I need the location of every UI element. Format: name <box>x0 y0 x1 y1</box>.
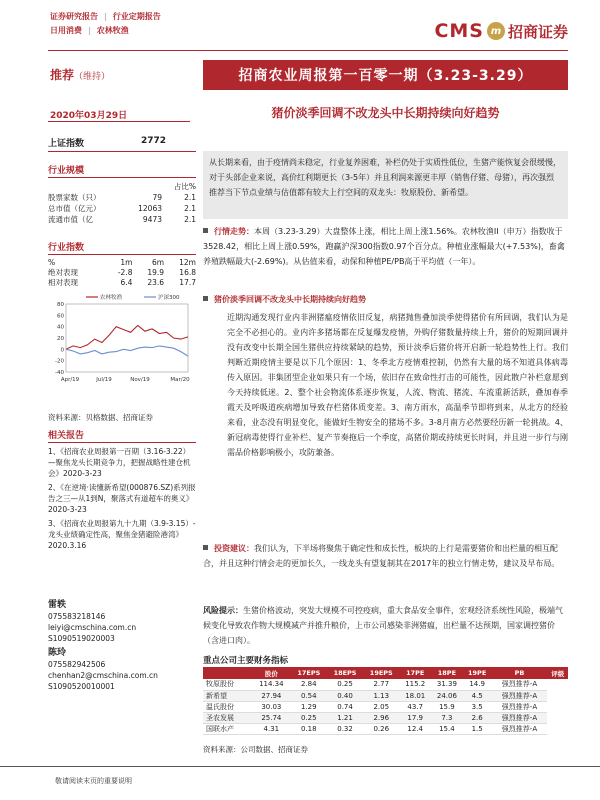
table-cell: 17.9 <box>399 712 431 723</box>
table-source: 资料来源：公司数据、招商证券 <box>203 745 308 754</box>
index-value: 17.7 <box>179 278 196 287</box>
scale-value: 12063 <box>138 204 162 213</box>
analyst-2 <box>48 648 196 692</box>
bullet-title: 投资建议： <box>214 544 254 553</box>
scale-label: 股票家数（只） <box>48 193 101 202</box>
related-report-item: 3、《招商农业周报第九十九期（3.9-3.15）-龙头业绩确定性高，聚焦金猪避险港湾》2020.3.16 <box>48 519 196 550</box>
rating-label: 推荐 <box>50 68 75 82</box>
table-cell: 4.31 <box>252 723 291 734</box>
bullet-hog-text: 近期沟通发现行业内非洲猪瘟疫情依旧反复，病猪抛售叠加淡季使得猪价有所回调，我们认为是完全不必担心的。业内许多猪场都在反复爆发疫情，外购仔猪数量持续上升，猪价的短期回调并没有改变中长期全国生猪供应持续紧缺的趋势，预计淡季后猪价将开启新一轮趋势性上行。我们判断近期疫情主要是以下几个原因：1、冬季北方疫情难控制，仍然有大量的场不知道具体病毒传入原因。非集团型企业如果只有一个场，依旧存在致命性打击的可能性，因此散户补栏意愿到今天持续低迷。2、整个社会物流体系逐步恢复，人流、物流、猪流、车流重新活跃，叠加春季霞天及呼吸道疾病增加导致存栏猪体质变差。3、南方雨水，高温季节即将到来，从北方的经验来看，业态没有明显变化，能做好生物安全的猪场不多。3-8月南方必然要经历新一轮挑战。4、新冠病毒使得行业补栏、复产节奏拖后一个季度，高猪价期或持续更长时间，并且进一步行与刚需品价格影响极小，攻防兼备。 <box>227 313 568 457</box>
scale-label: 流通市值（亿 <box>48 215 93 224</box>
table-cell: 0.18 <box>291 723 327 734</box>
category-3: 日用消费 <box>50 26 82 35</box>
analyst-email[interactable]: leiyi@cmschina.com.cn <box>48 623 137 632</box>
bullet-text: 我们认为，下半场将聚焦于确定性和成长性，板块的上行是需要猪价和出栏量的相互配合，并且这种行情会走的更加长久，一线龙头有望复制其在2017年的独立行情走势，建议及早布局。 <box>203 544 560 568</box>
fin-table-title: 重点公司主要财务指标 <box>203 656 289 666</box>
table-cell: 12.4 <box>399 723 431 734</box>
table-header-cell: 18PE <box>431 667 463 679</box>
table-cell: 18.01 <box>399 690 431 701</box>
table-cell: 强烈推荐-A <box>492 690 548 701</box>
table-cell: 强烈推荐-A <box>492 701 548 712</box>
index-close-value: 2772 <box>140 136 166 146</box>
table-cell: 2.6 <box>463 712 492 723</box>
table-cell: 114.34 <box>252 679 291 690</box>
table-header-cell: 17PE <box>399 667 431 679</box>
table-cell: 强烈推荐-A <box>492 723 548 734</box>
rating <box>50 66 110 83</box>
category-1: 证券研究报告 <box>50 12 98 21</box>
category-4: 农林牧渔 <box>96 26 129 35</box>
table-header-row <box>203 667 568 679</box>
bullet-square-icon <box>203 228 208 233</box>
analyst-1 <box>48 600 196 644</box>
table-cell: 1.13 <box>363 690 399 701</box>
table-cell: 0.40 <box>327 690 363 701</box>
y-tick-label: 40 <box>57 324 64 331</box>
chart-source: 资料来源：贝格数据、招商证券 <box>48 413 153 422</box>
scale-pct: 2.1 <box>184 204 196 213</box>
bullet-title: 猪价淡季回调不改龙头中长期持续向好趋势 <box>214 295 366 304</box>
header-divider <box>48 50 568 51</box>
date-divider <box>48 121 190 122</box>
company-name: 圣农发展 <box>203 712 252 723</box>
analyst-name: 雷轶 <box>48 600 67 610</box>
table-header-cell: 17EPS <box>291 667 327 679</box>
table-header-cell: 股价 <box>252 667 291 679</box>
table-cell: 24.06 <box>431 690 463 701</box>
related-report-item: 2、《在逆境·读懂新希望(000876.SZ)系列报告之三—从1到N，聚落式有道超车的奥义》2020-3-23 <box>48 483 196 514</box>
chart-frame <box>66 304 188 372</box>
x-tick-label: Jul/19 <box>96 377 112 383</box>
risk-warning <box>203 603 568 648</box>
company-name: 温氏股份 <box>203 701 252 712</box>
industry-scale-table <box>48 192 196 225</box>
analyst-email[interactable]: chenhan2@cmschina.com.cn <box>48 671 158 680</box>
cms-logo <box>434 18 568 44</box>
legend-label: 农林牧渔 <box>100 295 123 301</box>
industry-performance-chart <box>48 290 198 390</box>
industry-index-title: 行业指数 <box>48 240 196 255</box>
index-header: 6m <box>152 258 165 267</box>
bullet-text: 本周（3.23-3.29）大盘整体上涨，相比上周上涨1.56%。农林牧渔II（申万）指数收于3528.42，相比上周上涨0.59%，跑赢沪深300指数0.97个百分点。种植业涨幅最大(+7.53%)，畜禽养殖跌幅最大(-2.69%)。从估值来看，动保和种植PE/PB高于平均值（一年）。 <box>203 227 565 266</box>
table-cell: 15.9 <box>431 701 463 712</box>
table-row <box>48 268 196 278</box>
logo-cms-text: CMS <box>434 20 484 42</box>
table-cell: 25.74 <box>252 712 291 723</box>
series-line-hs300 <box>66 346 188 356</box>
y-tick-label: 80 <box>57 302 64 308</box>
summary-box: 从长期来看，由于疫情尚未稳定，行业复养困难，补栏仍处于实质性低位，生猪产能恢复会很缓慢，对于头部企业来说，高价红利期更长（3-5年）并且利润来源更丰厚（销售仔猪、母猪），再次强烈推荐当下节点业绩与估值都有较大上行空间的双龙头：牧原股份、新希望。 <box>203 151 568 219</box>
table-cell: 0.26 <box>363 723 399 734</box>
table-cell: 1.21 <box>327 712 363 723</box>
index-value: 6.4 <box>120 278 133 287</box>
financial-table <box>203 667 568 735</box>
index-header: 1m <box>120 258 133 267</box>
table-cell: 30.03 <box>252 701 291 712</box>
table-row <box>203 679 568 690</box>
table-cell: 43.7 <box>399 701 431 712</box>
company-name: 国联水产 <box>203 723 252 734</box>
table-cell: 2.96 <box>363 712 399 723</box>
table-cell: 3.5 <box>463 701 492 712</box>
table-cell: 2.05 <box>363 701 399 712</box>
related-reports-title: 相关报告 <box>48 428 196 443</box>
y-tick-label: -40 <box>55 370 64 376</box>
table-row <box>48 192 196 203</box>
table-cell: 14.9 <box>463 679 492 690</box>
x-tick-label: Mar/20 <box>170 377 190 383</box>
series-line-industry <box>66 326 188 350</box>
index-value: 23.6 <box>147 278 165 287</box>
y-tick-label: -20 <box>55 358 64 365</box>
table-cell: 强烈推荐-A <box>492 712 548 723</box>
table-cell: 115.2 <box>399 679 431 690</box>
table-cell: 2.84 <box>291 679 327 690</box>
risk-text: 生猪价格波动，突发大规模不可控疫病，重大食品安全事件，宏观经济系统性风险，极端气候变化导致农作物大规模减产并推升粮价，上市公司感染非洲猪瘟，出栏量不达预期，国家调控猪价（含进口肉）。 <box>203 606 563 645</box>
index-label: 相对表现 <box>48 278 78 287</box>
table-cell: 31.39 <box>431 679 463 690</box>
table-header-cell: 19EPS <box>363 667 399 679</box>
table-row <box>48 258 196 268</box>
category-2: 行业定期报告 <box>112 12 161 21</box>
analyst-cert: S1090520010001 <box>48 682 115 691</box>
bullet-hog-title <box>203 292 568 307</box>
rating-sub: （维持） <box>74 72 111 82</box>
analyst-cert: S1090519020003 <box>48 634 115 643</box>
bullet-square-icon <box>203 296 208 301</box>
subtitle: 猪价淡季回调不改龙头中长期持续向好趋势 <box>271 106 500 120</box>
table-cell: 27.94 <box>252 690 291 701</box>
y-tick-label: 0 <box>60 347 64 354</box>
table-cell: 0.25 <box>327 679 363 690</box>
scale-value: 79 <box>152 193 162 202</box>
index-header: 12m <box>179 258 196 267</box>
table-cell: 4.5 <box>463 690 492 701</box>
table-cell: 0.32 <box>327 723 363 734</box>
logo-badge-icon: m <box>487 22 505 40</box>
table-cell: 2.77 <box>363 679 399 690</box>
analyst-name: 陈玲 <box>48 648 67 658</box>
bullet-invest <box>203 541 568 571</box>
table-row <box>203 712 568 723</box>
table-row <box>48 203 196 214</box>
analyst-phone: 075582942506 <box>48 660 106 669</box>
industry-scale-title: 行业规模 <box>48 163 196 178</box>
table-cell: 1.29 <box>291 701 327 712</box>
footer-divider <box>0 766 600 767</box>
banner-title: 招商农业周报第一百零一期（3.23-3.29） <box>203 60 568 90</box>
scale-pct: 2.1 <box>184 215 196 224</box>
scale-value: 9473 <box>142 215 162 224</box>
y-tick-label: 20 <box>57 336 64 342</box>
table-row <box>203 701 568 712</box>
legend-label: 沪深300 <box>158 295 180 301</box>
table-header-cell <box>203 667 252 679</box>
company-name: 牧原股份 <box>203 679 252 690</box>
table-row <box>48 278 196 288</box>
company-name: 新希望 <box>203 690 252 701</box>
industry-scale-col-header: 占比% <box>173 182 196 191</box>
bullet-title: 行情走势： <box>214 227 254 236</box>
table-cell: 0.54 <box>291 690 327 701</box>
scale-label: 总市值（亿元） <box>48 204 101 213</box>
index-value: 19.9 <box>147 268 165 277</box>
index-value: 16.8 <box>179 268 196 277</box>
x-tick-label: Apr/19 <box>60 377 80 383</box>
related-reports <box>48 428 196 551</box>
index-value: -2.8 <box>117 268 133 277</box>
table-cell: 1.5 <box>463 723 492 734</box>
bullet-market <box>203 224 568 269</box>
scale-pct: 2.1 <box>184 193 196 202</box>
index-label: 绝对表现 <box>48 268 78 277</box>
report-category: 证券研究报告 | 行业定期报告 日用消费 | 农林牧渔 <box>50 12 161 35</box>
index-close-label: 上证指数 <box>48 139 85 149</box>
bullet-square-icon <box>203 545 208 550</box>
table-cell: 15.4 <box>431 723 463 734</box>
industry-index-table <box>48 258 196 288</box>
table-header-cell: PB <box>492 667 548 679</box>
table-row <box>203 690 568 701</box>
related-report-item: 1、《招商农业周报第一百期（3.16-3.22）—聚焦龙头长期竞争力，把握战略性建仓机会》2020-3-23 <box>48 447 191 478</box>
index-header: % <box>48 258 56 267</box>
report-date: 2020年03月29日 <box>50 111 128 121</box>
footer-note: 敬请阅读末页的重要说明 <box>55 777 132 785</box>
table-row <box>203 723 568 734</box>
industry-index <box>48 240 196 288</box>
logo-cn-text: 招商证券 <box>507 22 568 41</box>
table-cell: 7.3 <box>431 712 463 723</box>
industry-scale <box>48 163 196 225</box>
table-row <box>48 214 196 225</box>
analyst-phone: 075583218146 <box>48 612 106 621</box>
table-header-cell: 18EPS <box>327 667 363 679</box>
risk-title: 风险提示： <box>203 606 243 615</box>
table-cell: 0.74 <box>327 701 363 712</box>
table-cell: 强烈推荐-A <box>492 679 548 690</box>
y-tick-label: 60 <box>57 313 64 320</box>
index-close <box>48 136 196 152</box>
table-header-cell: 19PE <box>463 667 492 679</box>
table-header-cell: 评级 <box>547 667 568 679</box>
x-tick-label: Nov/19 <box>130 377 150 383</box>
table-cell: 0.25 <box>291 712 327 723</box>
